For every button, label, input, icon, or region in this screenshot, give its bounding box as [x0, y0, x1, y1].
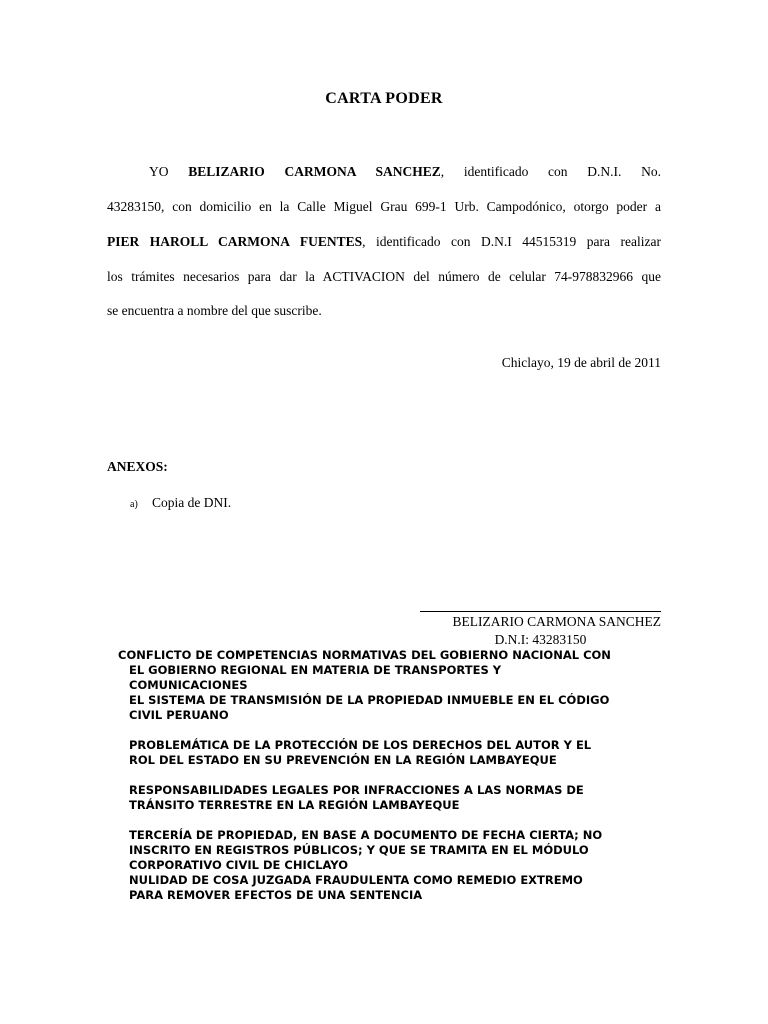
paragraph-line-3 [107, 233, 661, 251]
related-title-link[interactable] [118, 873, 678, 903]
related-title-line: CIVIL PERUANO [129, 708, 229, 722]
related-titles-list [118, 648, 678, 903]
related-title-link[interactable] [118, 693, 678, 723]
related-title-link[interactable] [118, 783, 678, 813]
related-title-line: RESPONSABILIDADES LEGALES POR INFRACCIONES A LAS NORMAS DE [129, 783, 584, 797]
attorney-name: PIER HAROLL CARMONA FUENTES [107, 234, 363, 249]
related-title-line: TERCERÍA DE PROPIEDAD, EN BASE A DOCUMENTO DE FECHA CIERTA; NO [129, 828, 603, 842]
anexo-text: Copia de DNI. [152, 495, 232, 510]
document-date: Chiclayo, 19 de abril de 2011 [501, 355, 661, 370]
related-title-line: COMUNICACIONES [129, 678, 248, 692]
grantor-name: BELIZARIO CARMONA SANCHEZ [188, 164, 441, 179]
related-title-link[interactable] [118, 648, 678, 693]
signature-dni: D.N.I: 43283150 [494, 632, 587, 647]
related-title-line: TRÁNSITO TERRESTRE EN LA REGIÓN LAMBAYEQUE [129, 798, 460, 812]
paragraph-line-5: se encuentra a nombre del que suscribe. [107, 303, 322, 318]
related-title-line: EL SISTEMA DE TRANSMISIÓN DE LA PROPIEDAD INMUEBLE EN EL CÓDIGO [129, 693, 610, 707]
related-title-line: INSCRITO EN REGISTROS PÚBLICOS; Y QUE SE TRAMITA EN EL MÓDULO [129, 843, 589, 857]
paragraph-line-2: 43283150, con domicilio en la Calle Miguel Grau 699-1 Urb. Campodónico, otorgo poder a [107, 199, 661, 214]
related-title-line: PROBLEMÁTICA DE LA PROTECCIÓN DE LOS DERECHOS DEL AUTOR Y EL [129, 738, 592, 752]
signature-line [420, 611, 661, 612]
paragraph-line-1 [107, 163, 661, 181]
yo-text: YO [149, 164, 169, 179]
paragraph-line-1-rest: , identificado con D.N.I. No. [440, 164, 661, 179]
related-title-line: ROL DEL ESTADO EN SU PREVENCIÓN EN LA REGIÓN LAMBAYEQUE [129, 753, 557, 767]
signature-name: BELIZARIO CARMONA SANCHEZ [452, 614, 661, 629]
anexos-heading: ANEXOS: [107, 459, 168, 474]
document-title: CARTA PODER [325, 90, 443, 107]
related-title-link[interactable] [118, 738, 678, 768]
paragraph-line-4: los trámites necesarios para dar la ACTIVACION del número de celular 74-978832966 que [107, 269, 661, 284]
anexo-item [130, 495, 231, 511]
paragraph-line-3-rest: , identificado con D.N.I 44515319 para realizar [362, 234, 661, 249]
related-title-line: EL GOBIERNO REGIONAL EN MATERIA DE TRANSPORTES Y [129, 663, 502, 677]
related-title-line: PARA REMOVER EFECTOS DE UNA SENTENCIA [129, 888, 423, 902]
anexo-marker: a) [130, 499, 138, 510]
related-title-link[interactable] [118, 828, 678, 873]
related-title-line: NULIDAD DE COSA JUZGADA FRAUDULENTA COMO REMEDIO EXTREMO [129, 873, 583, 887]
related-title-line: CONFLICTO DE COMPETENCIAS NORMATIVAS DEL GOBIERNO NACIONAL CON [118, 648, 611, 662]
related-title-line: CORPORATIVO CIVIL DE CHICLAYO [129, 858, 348, 872]
